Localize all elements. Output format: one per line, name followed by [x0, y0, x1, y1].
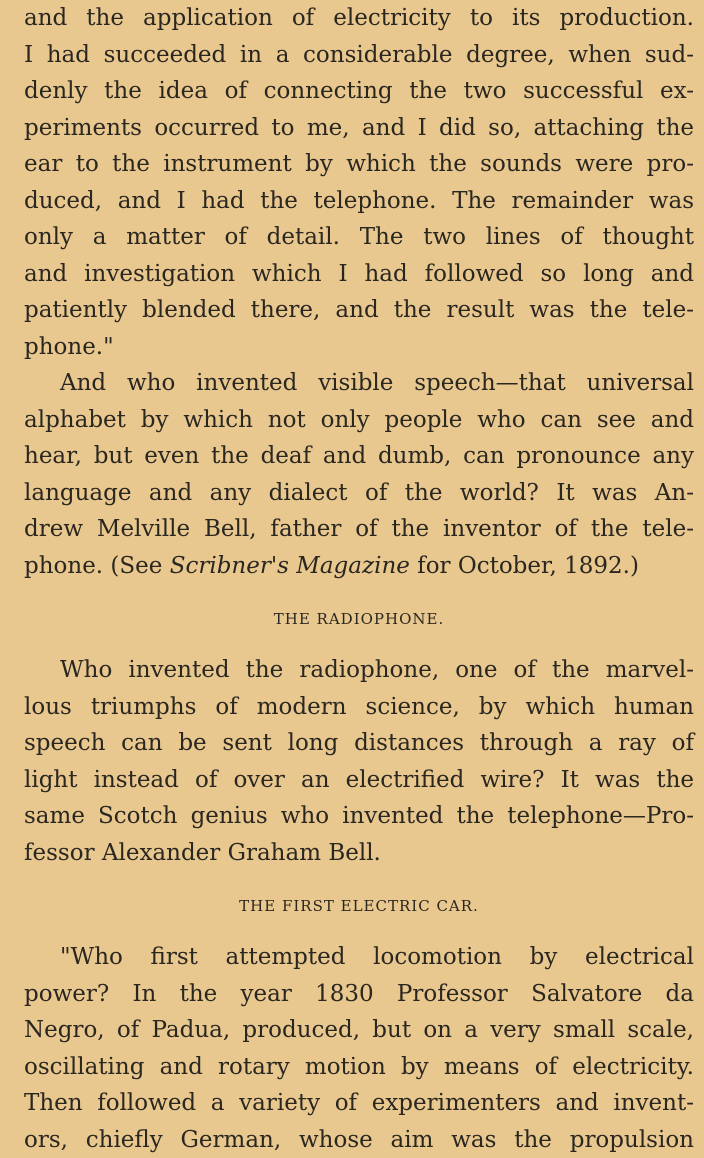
- text-line: fessor Alexander Graham Bell.: [24, 835, 694, 872]
- text-line: And who invented visible speech—that universal: [24, 365, 694, 402]
- paragraph-radiophone: [24, 652, 694, 871]
- text-line: patiently blended there, and the result was the tele-: [24, 292, 694, 329]
- text-line: I had succeeded in a considerable degree, when sud-: [24, 37, 694, 74]
- text-fragment: phone. (See: [24, 553, 170, 579]
- text-line: and the application of electricity to its production.: [24, 0, 694, 37]
- magazine-title: Scribner's Magazine: [170, 553, 410, 579]
- paragraph-electric-car: [24, 939, 694, 1158]
- text-line-with-citation: [24, 548, 694, 585]
- text-line: light instead of over an electrified wire? It was the: [24, 762, 694, 799]
- text-line: ear to the instrument by which the sounds were pro-: [24, 146, 694, 183]
- text-line: alphabet by which not only people who can see and: [24, 402, 694, 439]
- text-line: and investigation which I had followed so long and: [24, 256, 694, 293]
- text-line: "Who first attempted locomotion by electrical: [24, 939, 694, 976]
- text-line: drew Melville Bell, father of the inventor of the tele-: [24, 511, 694, 548]
- spacer: [24, 871, 694, 888]
- text-line: speech can be sent long distances through a ray of: [24, 725, 694, 762]
- spacer: [24, 924, 694, 939]
- text-line: same Scotch genius who invented the telephone—Pro-: [24, 798, 694, 835]
- text-line: Negro, of Padua, produced, but on a very small scale,: [24, 1012, 694, 1049]
- paragraph-telephone-quote: [24, 0, 694, 365]
- text-line: hear, but even the deaf and dumb, can pronounce any: [24, 438, 694, 475]
- text-line: duced, and I had the telephone. The remainder was: [24, 183, 694, 220]
- paragraph-visible-speech: [24, 365, 694, 584]
- text-line: denly the idea of connecting the two successful ex-: [24, 73, 694, 110]
- text-line: periments occurred to me, and I did so, attaching the: [24, 110, 694, 147]
- text-line: language and any dialect of the world? It was An-: [24, 475, 694, 512]
- section-heading-radiophone: THE RADIOPHONE.: [24, 601, 694, 637]
- text-line: ors, chiefly German, whose aim was the propulsion: [24, 1122, 694, 1158]
- text-fragment: for October, 1892.): [410, 553, 639, 579]
- section-heading-electric-car: THE FIRST ELECTRIC CAR.: [24, 888, 694, 924]
- text-line: only a matter of detail. The two lines of thought: [24, 219, 694, 256]
- spacer: [24, 637, 694, 652]
- spacer: [24, 584, 694, 601]
- text-line: Who invented the radiophone, one of the marvel-: [24, 652, 694, 689]
- text-line: lous triumphs of modern science, by which human: [24, 689, 694, 726]
- text-line: phone.": [24, 329, 694, 366]
- text-line: Then followed a variety of experimenters and invent-: [24, 1085, 694, 1122]
- text-line: oscillating and rotary motion by means of electricity.: [24, 1049, 694, 1086]
- text-line: power? In the year 1830 Professor Salvatore da: [24, 976, 694, 1013]
